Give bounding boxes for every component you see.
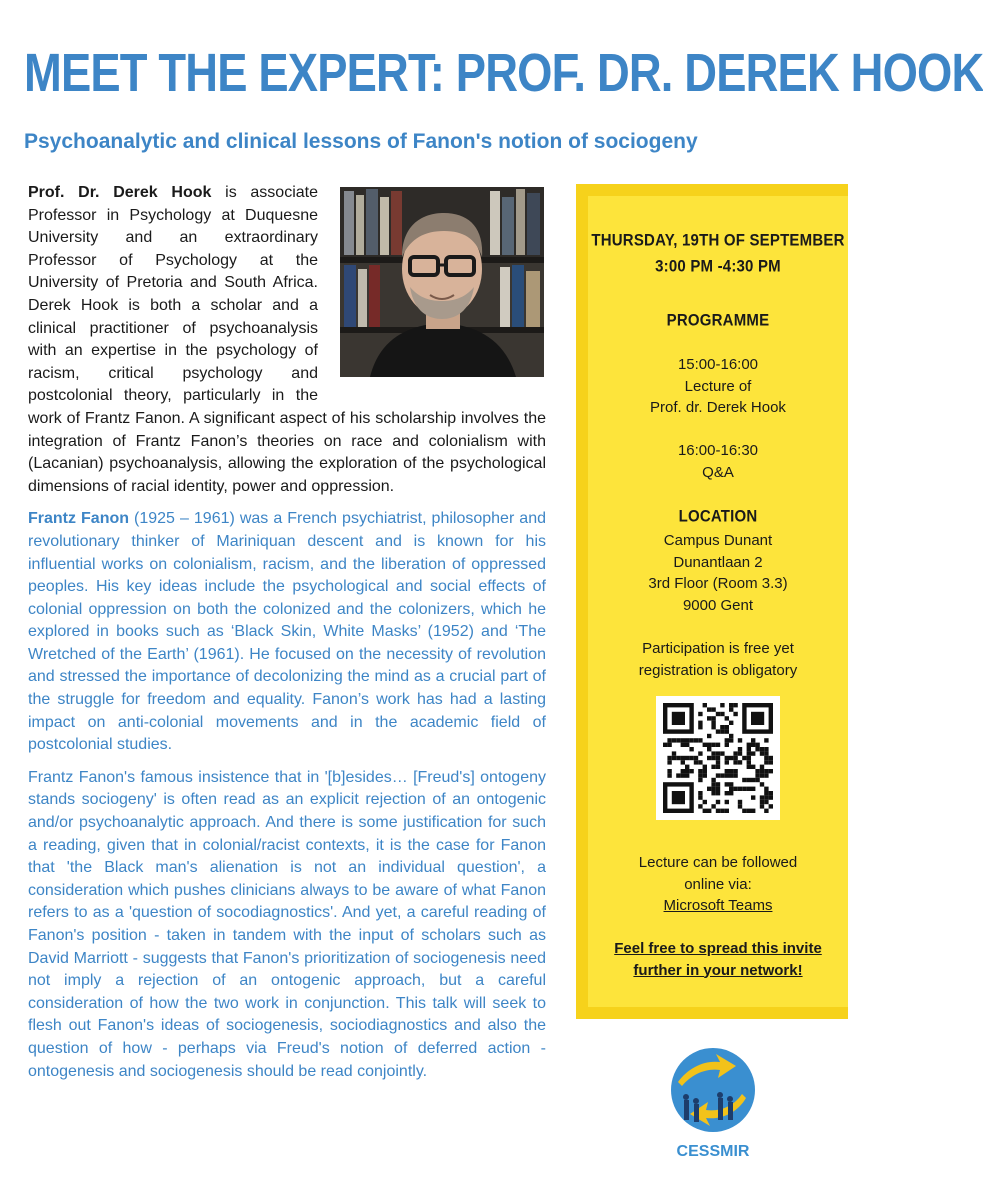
location-line3: 3rd Floor (Room 3.3) — [648, 575, 788, 592]
slot1-line1: Lecture of — [684, 377, 752, 395]
participation-line1: Participation is free yet — [642, 640, 794, 657]
programme-heading: PROGRAMME — [666, 311, 770, 330]
bio-name: Prof. Dr. Derek Hook — [28, 184, 212, 201]
event-info-inner — [588, 196, 848, 1007]
speaker-portrait — [340, 187, 544, 377]
online-line1: Lecture can be followed — [638, 854, 798, 871]
bio-paragraph — [28, 182, 546, 498]
logo-text: CESSMIR — [676, 1143, 750, 1160]
participation-line2: registration is obligatory — [638, 661, 798, 679]
registration-qr-code[interactable] — [656, 696, 780, 820]
slot1-time: 15:00-16:00 — [677, 356, 759, 373]
cessmir-logo — [658, 1042, 768, 1162]
abstract-paragraph: Frantz Fanon's famous insistence that in '[b]esides… [Freud's] ontogeny stands sociogeny' is often read as an explicit rejection of an ontogenic and/or psychoanalytic approach. And there is some justification for such a reading, given that in colonial/racist contexts, it is the case for Fanon that 'the Black man's alienation is not an individual question', a consideration which pushes clinicians always to be aware of what Fanon refers to as a 'question of socodiagnostics'. And yet, a careful reading of Fanon's position - taken in tandem with the input of scholars such as David Marriott - suggests that Fanon's prioritization of sociogenesis need not imply a rejection of an ontogenic approach, but a careful consideration of how the two work in conjunction. This talk will seek to flesh out Fanon's ideas of sociogenesis, sociodiagnostics and also the question of how - perhaps via Freud's notion of deferred action - ontogenesis and sociogenesis should be read conjointly. — [28, 768, 546, 1080]
location-line1: Campus Dunant — [663, 532, 773, 549]
speaker-photo — [340, 187, 544, 377]
main-column — [28, 182, 546, 1083]
slot2-line1: Q&A — [702, 463, 734, 481]
location-line4: 9000 Gent — [682, 596, 754, 614]
event-time: 3:00 PM -4:30 PM — [655, 256, 781, 276]
teams-link[interactable]: Microsoft Teams — [663, 897, 773, 914]
slot1-line2: Prof. dr. Derek Hook — [650, 399, 786, 416]
event-date: THURSDAY, 19TH OF SEPTEMBER — [591, 231, 845, 250]
fanon-text: (1925 – 1961) was a French psychiatrist, philosopher and revolutionary thinker of Mariniquan descent and is known for his influential works on colonialism, racism, and the liberation of oppressed peoples. His key ideas include the psychological and social effects of colonial oppression on both the colonized and the colonizers, which he explored in books such as ‘Black Skin, White Masks’ (1952) and ‘The Wretched of the Earth’ (1961). He focused on the necessity of revolution and stressed the importance of decolonizing the mind as a crucial part of the struggle for freedom and equality. Fanon’s work has had a lasting impact on anti-colonial movements and in the academic field of postcolonial studies. — [28, 510, 546, 754]
spread-line1: Feel free to spread this invite — [614, 940, 822, 957]
fanon-name: Frantz Fanon — [28, 510, 130, 528]
location-line2: Dunantlaan 2 — [673, 553, 763, 571]
qr-code-icon — [656, 696, 780, 820]
spread-line2: further in your network! — [633, 961, 803, 979]
event-info-panel — [576, 184, 848, 1019]
cessmir-logo-icon — [658, 1042, 768, 1162]
online-line2: online via: — [684, 875, 752, 893]
page-title: MEET THE EXPERT: PROF. DR. DEREK HOOK — [24, 43, 983, 103]
bio-text: is associate Professor in Psychology at Duquesne University and an extraordinary Professor of Psychology at the University of Pretoria and South Africa. Derek Hook is both a scholar and a clinical practitioner of psychoanalysis with an expertise in the psychology of racism, critical psychology and postcolonial theory, particularly in the work of Frantz Fanon. A significant aspect of his scholarship involves the integration of Frantz Fanon’s theories on race and colonialism with (Lacanian) psychoanalysis, allowing the exploration of the psychological dimensions of racial identity, power and oppression. — [28, 184, 546, 495]
slot2-time: 16:00-16:30 — [677, 442, 759, 459]
fanon-paragraph — [28, 508, 546, 757]
page-subtitle: Psychoanalytic and clinical lessons of Fanon's notion of sociogeny — [24, 130, 698, 153]
location-heading: LOCATION — [678, 507, 758, 526]
